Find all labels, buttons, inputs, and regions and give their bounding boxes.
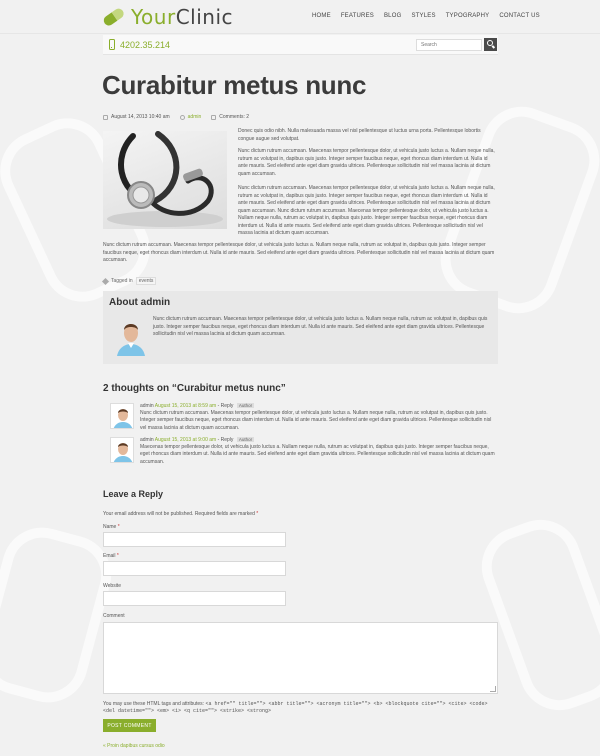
reply-title: Leave a Reply bbox=[103, 489, 164, 499]
logo-your: Your bbox=[131, 5, 176, 29]
post-comment-button[interactable]: POST COMMENT bbox=[103, 719, 156, 732]
resize-handle-icon[interactable] bbox=[490, 686, 496, 692]
post-paragraph-2: Nunc dictum rutrum accumsan. Maecenas tempor pellentesque dolor, ut vehicula justo luctus a. Nullam neque nulla, rutrum ac volutpat in, dapibus quis justo. Integer semper faucibus neque, eget rhoncus diam interdum ut. Nulla id ante mauris. Sed eleifend ante eget diam gravida ultrices. Pellentesque sollicitudin nisl vel massa lacinia at dictum quam accumsan. bbox=[238, 148, 495, 177]
name-label bbox=[103, 524, 120, 530]
email-label bbox=[103, 553, 119, 559]
comments-title: 2 thoughts on “Curabitur metus nunc” bbox=[103, 383, 286, 394]
comment-date-link[interactable]: August 15, 2013 at 8:59 am bbox=[154, 403, 217, 409]
search-button[interactable] bbox=[484, 38, 497, 51]
tagged-label: Tagged in bbox=[111, 278, 133, 284]
required-asterisk: * bbox=[256, 511, 259, 517]
about-title: About admin bbox=[109, 297, 171, 308]
about-text: Nunc dictum rutrum accumsan. Maecenas tempor pellentesque dolor, ut vehicula justo luctus a. Nullam neque nulla, rutrum ac volutpat in, dapibus quis justo. Integer semper faucibus neque, eget rhoncus diam interdum ut. Nulla id ante mauris. Sed eleifend ante eget diam gravida ultrices. Pellentesque sollicitudin nisl vel massa lacinia at dictum quam accumsan. bbox=[153, 316, 488, 337]
phone-icon bbox=[109, 39, 115, 50]
user-icon bbox=[180, 115, 185, 120]
email-field[interactable] bbox=[103, 561, 286, 576]
phone-number: 4202.35.214 bbox=[120, 40, 171, 50]
website-field[interactable] bbox=[103, 591, 286, 606]
nav-typography[interactable]: TYPOGRAPHY bbox=[445, 13, 490, 19]
author-badge: Author bbox=[238, 437, 253, 442]
nav-features[interactable]: FEATURES bbox=[340, 13, 374, 19]
comment-reply-link[interactable]: - Reply bbox=[217, 437, 234, 443]
allowed-tags-code: <a href="" title=""> <abbr title=""> <acronym title=""> <b> <blockquote cite=""> <cite> <code> <del datetime=""> <em> <i> <q cite=""> <strike> <strong> bbox=[103, 701, 488, 714]
comment-label: Comment bbox=[103, 613, 125, 619]
comment-date-link[interactable]: August 15, 2013 at 9:00 am bbox=[154, 437, 217, 443]
post-date: August 14, 2013 10:40 am bbox=[111, 114, 170, 120]
post-author-link[interactable]: admin bbox=[187, 114, 202, 120]
nav-home[interactable]: HOME bbox=[312, 13, 331, 19]
website-label: Website bbox=[103, 583, 121, 589]
name-field[interactable] bbox=[103, 532, 286, 547]
post-paragraph-3: Nunc dictum rutrum accumsan. Maecenas tempor pellentesque dolor, ut vehicula justo luctus a. Nullam neque nulla, rutrum ac volutpat in, dapibus quis justo. Integer semper faucibus neque, eget rhoncus diam interdum ut. Nulla id ante mauris. Sed eleifend ante eget diam gravida ultrices. Pellentesque sollicitudin nisl vel massa lacinia at dictum quam accumsan. Nunc dictum rutrum accumsan. Maecenas tempor pellentesque dolor, ut vehicula justo luctus a. Nullam neque nulla, rutrum ac volutpat in, dapibus quis justo. Integer semper faucibus neque, eget rhoncus diam interdum ut. Nulla id ante mauris. Sed eleifend ante eget diam gravida ultrices. Pellentesque sollicitudin nisl vel massa lacinia at dictum quam accumsan. bbox=[238, 185, 495, 236]
main-nav bbox=[312, 13, 550, 19]
allowed-tags-label: You may use these HTML tags and attributes: bbox=[103, 701, 205, 707]
required-note-text: Your email address will not be published. Required fields are marked bbox=[103, 511, 255, 517]
name-label-text: Name bbox=[103, 524, 117, 530]
tag-events[interactable]: events bbox=[136, 277, 157, 285]
logo-text bbox=[131, 5, 233, 29]
pill-icon bbox=[100, 4, 128, 31]
avatar bbox=[110, 437, 134, 463]
post-meta bbox=[103, 114, 259, 120]
email-label-text: Email bbox=[103, 553, 116, 559]
previous-post-link[interactable]: « Proin dapibus cursus odio bbox=[103, 743, 165, 749]
comment-header bbox=[140, 403, 254, 409]
author-badge: Author bbox=[238, 403, 253, 408]
nav-contact[interactable]: CONTACT US bbox=[499, 13, 540, 19]
site-logo[interactable] bbox=[103, 6, 233, 28]
required-asterisk: * bbox=[116, 553, 119, 559]
featured-image-stethoscope bbox=[103, 131, 227, 229]
comment-author: admin bbox=[140, 437, 154, 443]
search-input[interactable] bbox=[416, 39, 482, 51]
post-tags bbox=[103, 277, 156, 285]
tag-icon bbox=[102, 277, 109, 284]
comment-header bbox=[140, 437, 254, 443]
avatar bbox=[110, 403, 134, 429]
comment-textarea[interactable] bbox=[103, 622, 498, 694]
avatar bbox=[113, 316, 149, 356]
comment-reply-link[interactable]: - Reply bbox=[217, 403, 234, 409]
allowed-tags-note bbox=[103, 701, 498, 715]
required-note bbox=[103, 511, 258, 517]
calendar-icon bbox=[103, 115, 108, 120]
phone-bar bbox=[103, 35, 498, 55]
comment-author: admin bbox=[140, 403, 154, 409]
post-paragraph-4: Nunc dictum rutrum accumsan. Maecenas tempor pellentesque dolor, ut vehicula justo luctus a. Nullam neque nulla, rutrum ac volutpat in, dapibus quis justo. Integer semper faucibus neque, eget rhoncus diam interdum ut. Nulla id ante mauris. Sed eleifend ante eget diam gravida ultrices. Pellentesque sollicitudin nisl vel massa lacinia at dictum quam accumsan. bbox=[103, 242, 495, 263]
post-title: Curabitur metus nunc bbox=[102, 70, 367, 100]
comment-text: Nunc dictum rutrum accumsan. Maecenas tempor pellentesque dolor, ut vehicula justo luctus a. Nullam neque nulla, rutrum ac volutpat in, dapibus quis justo. Integer semper faucibus neque, eget rhoncus diam interdum ut. Nulla id ante mauris. Sed eleifend ante eget diam gravida ultrices. Pellentesque sollicitudin nisl vel massa lacinia at dictum quam accumsan. bbox=[140, 410, 492, 431]
comment-icon bbox=[211, 115, 216, 120]
about-author-box bbox=[103, 291, 498, 364]
logo-clinic: Clinic bbox=[175, 5, 234, 29]
comment-text: Maecenas tempor pellentesque dolor, ut vehicula justo luctus a. Nullam neque nulla, rutrum ac volutpat in, dapibus quis justo. Integer semper faucibus neque, eget rhoncus diam interdum ut. Nulla id ante mauris. Sed eleifend ante eget diam gravida ultrices. Pellentesque sollicitudin nisl vel massa lacinia at dictum quam accumsan. bbox=[140, 444, 495, 465]
required-asterisk: * bbox=[117, 524, 120, 530]
nav-styles[interactable]: STYLES bbox=[411, 13, 436, 19]
header-divider bbox=[0, 33, 600, 34]
nav-blog[interactable]: BLOG bbox=[383, 13, 402, 19]
post-paragraph-1: Donec quis odio nibh. Nulla malesuada massa vel nisl pellentesque ut luctus urna porta. Pellentesque lobortis congue augue sed volutpat. bbox=[238, 128, 481, 142]
comments-count[interactable]: Comments: 2 bbox=[219, 114, 250, 120]
